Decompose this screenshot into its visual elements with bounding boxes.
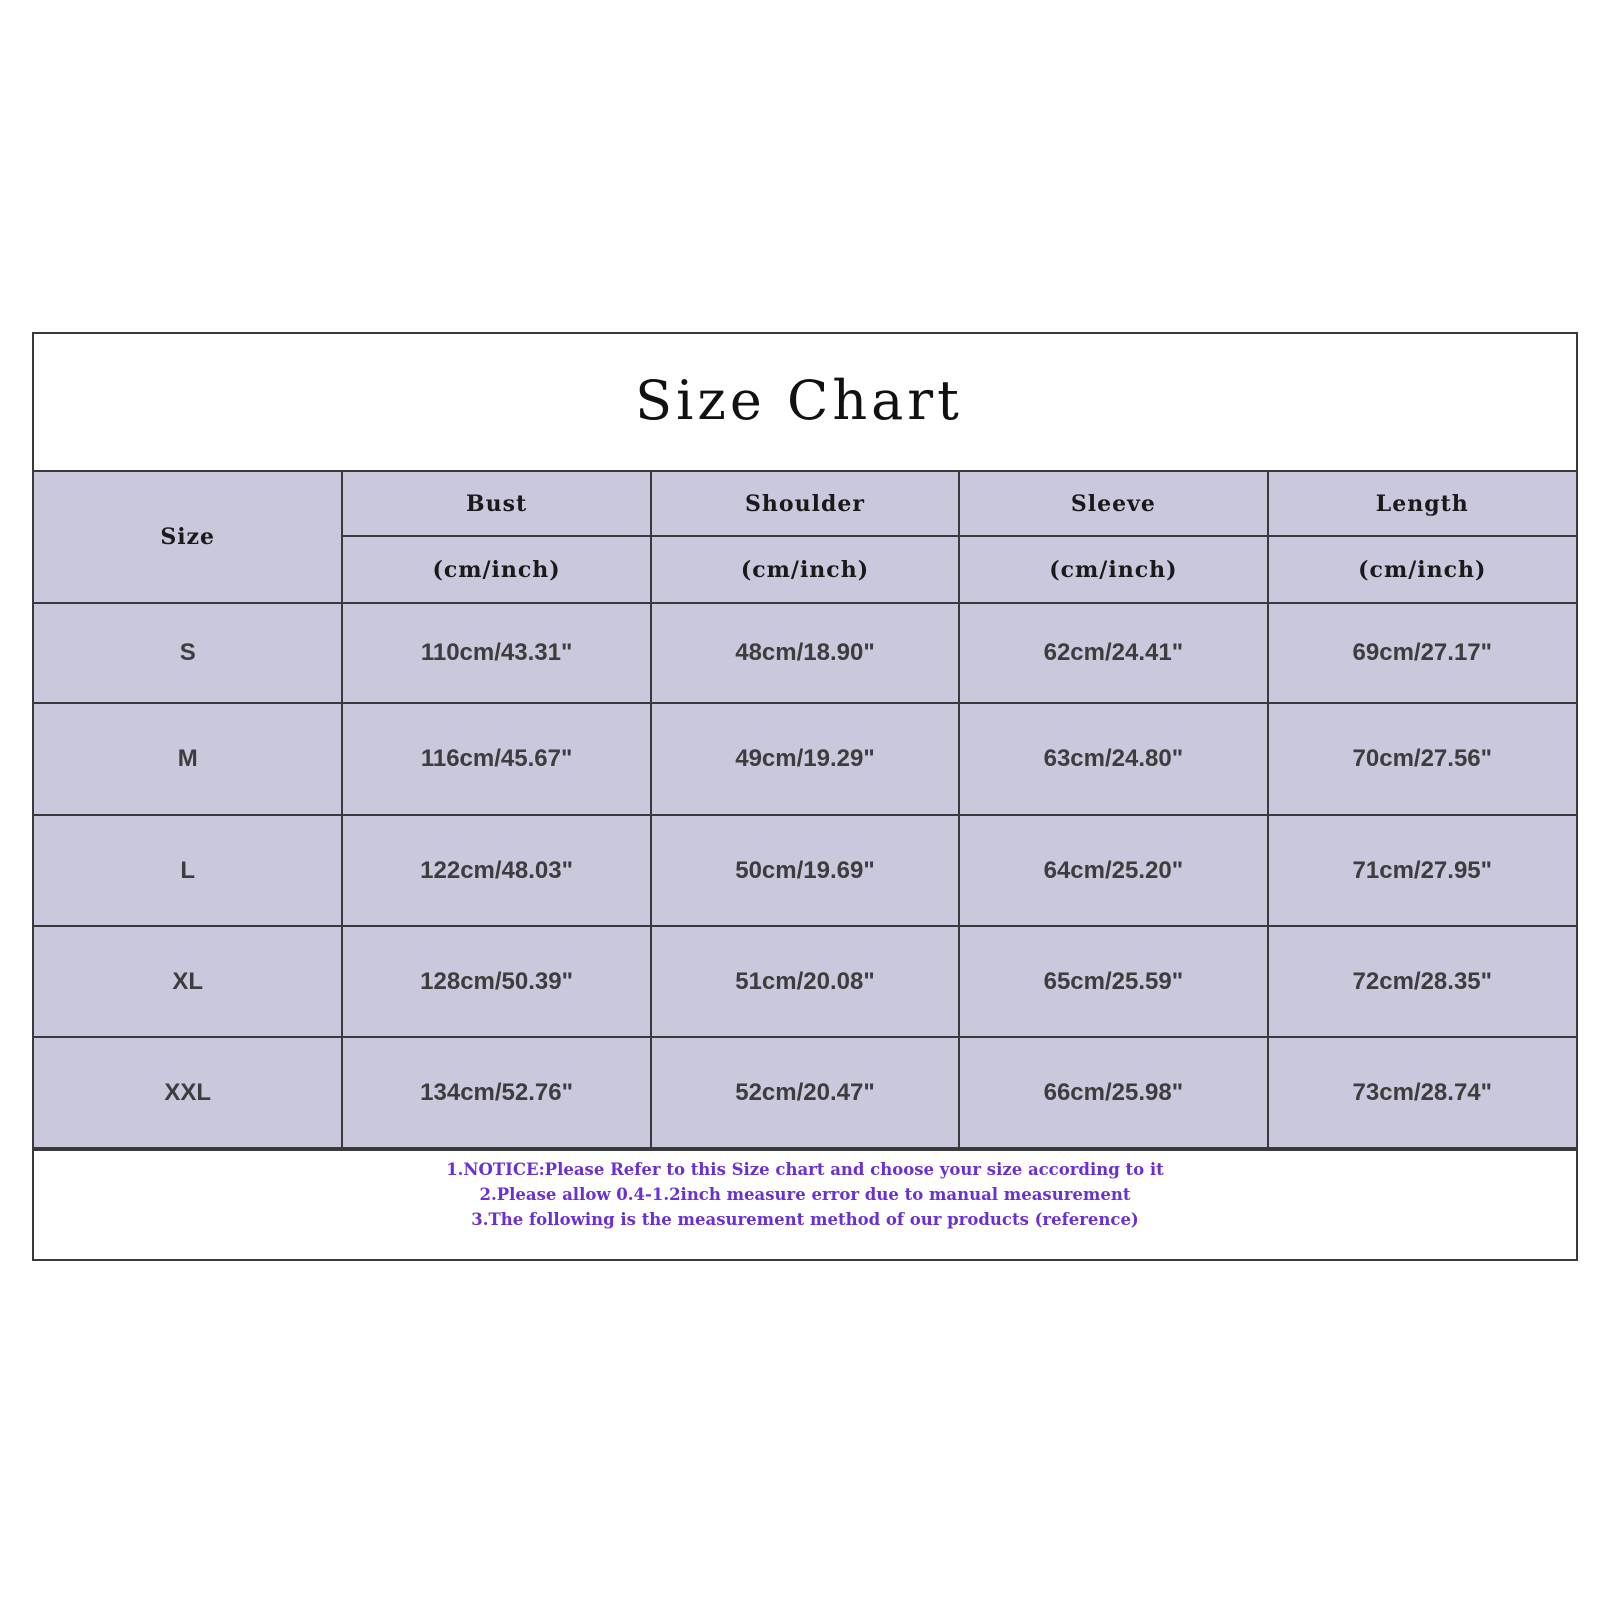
- table-row: [34, 1037, 1576, 1148]
- shoulder-cell: 51cm/20.08": [651, 926, 959, 1037]
- header-row: [34, 472, 1576, 536]
- table-row: [34, 703, 1576, 815]
- sleeve-cell: 65cm/25.59": [959, 926, 1267, 1037]
- length-cell: 72cm/28.35": [1268, 926, 1576, 1037]
- column-header-bust: Bust: [342, 472, 650, 536]
- note-line: 3.The following is the measurement method of our products (reference): [471, 1210, 1139, 1229]
- chart-title: Size Chart: [635, 368, 963, 432]
- table-row: [34, 926, 1576, 1037]
- bust-cell: 128cm/50.39": [342, 926, 650, 1037]
- length-cell: 69cm/27.17": [1268, 603, 1576, 703]
- shoulder-cell: 49cm/19.29": [651, 703, 959, 815]
- shoulder-cell: 52cm/20.47": [651, 1037, 959, 1148]
- sleeve-cell: 63cm/24.80": [959, 703, 1267, 815]
- column-header-shoulder: Shoulder: [651, 472, 959, 536]
- unit-label-bust: (cm/inch): [342, 536, 650, 603]
- size-cell: L: [34, 815, 342, 926]
- notes-section: [34, 1149, 1576, 1260]
- length-cell: 71cm/27.95": [1268, 815, 1576, 926]
- size-cell: S: [34, 603, 342, 703]
- size-header: Size: [34, 472, 342, 603]
- bust-cell: 110cm/43.31": [342, 603, 650, 703]
- title-row: [34, 334, 1576, 472]
- size-chart: [32, 332, 1578, 1261]
- table-row: [34, 603, 1576, 703]
- sleeve-cell: 64cm/25.20": [959, 815, 1267, 926]
- bust-cell: 134cm/52.76": [342, 1037, 650, 1148]
- size-cell: XL: [34, 926, 342, 1037]
- unit-label-sleeve: (cm/inch): [959, 536, 1267, 603]
- shoulder-cell: 48cm/18.90": [651, 603, 959, 703]
- size-cell: XXL: [34, 1037, 342, 1148]
- unit-label-length: (cm/inch): [1268, 536, 1576, 603]
- table-row: [34, 815, 1576, 926]
- column-header-length: Length: [1268, 472, 1576, 536]
- sleeve-cell: 66cm/25.98": [959, 1037, 1267, 1148]
- bust-cell: 122cm/48.03": [342, 815, 650, 926]
- note-line: 2.Please allow 0.4-1.2inch measure error due to manual measurement: [479, 1185, 1131, 1204]
- note-line: 1.NOTICE:Please Refer to this Size chart and choose your size according to it: [446, 1160, 1164, 1179]
- shoulder-cell: 50cm/19.69": [651, 815, 959, 926]
- unit-label-shoulder: (cm/inch): [651, 536, 959, 603]
- size-cell: M: [34, 703, 342, 815]
- length-cell: 73cm/28.74": [1268, 1037, 1576, 1148]
- size-table: [34, 472, 1576, 1149]
- sleeve-cell: 62cm/24.41": [959, 603, 1267, 703]
- length-cell: 70cm/27.56": [1268, 703, 1576, 815]
- bust-cell: 116cm/45.67": [342, 703, 650, 815]
- column-header-sleeve: Sleeve: [959, 472, 1267, 536]
